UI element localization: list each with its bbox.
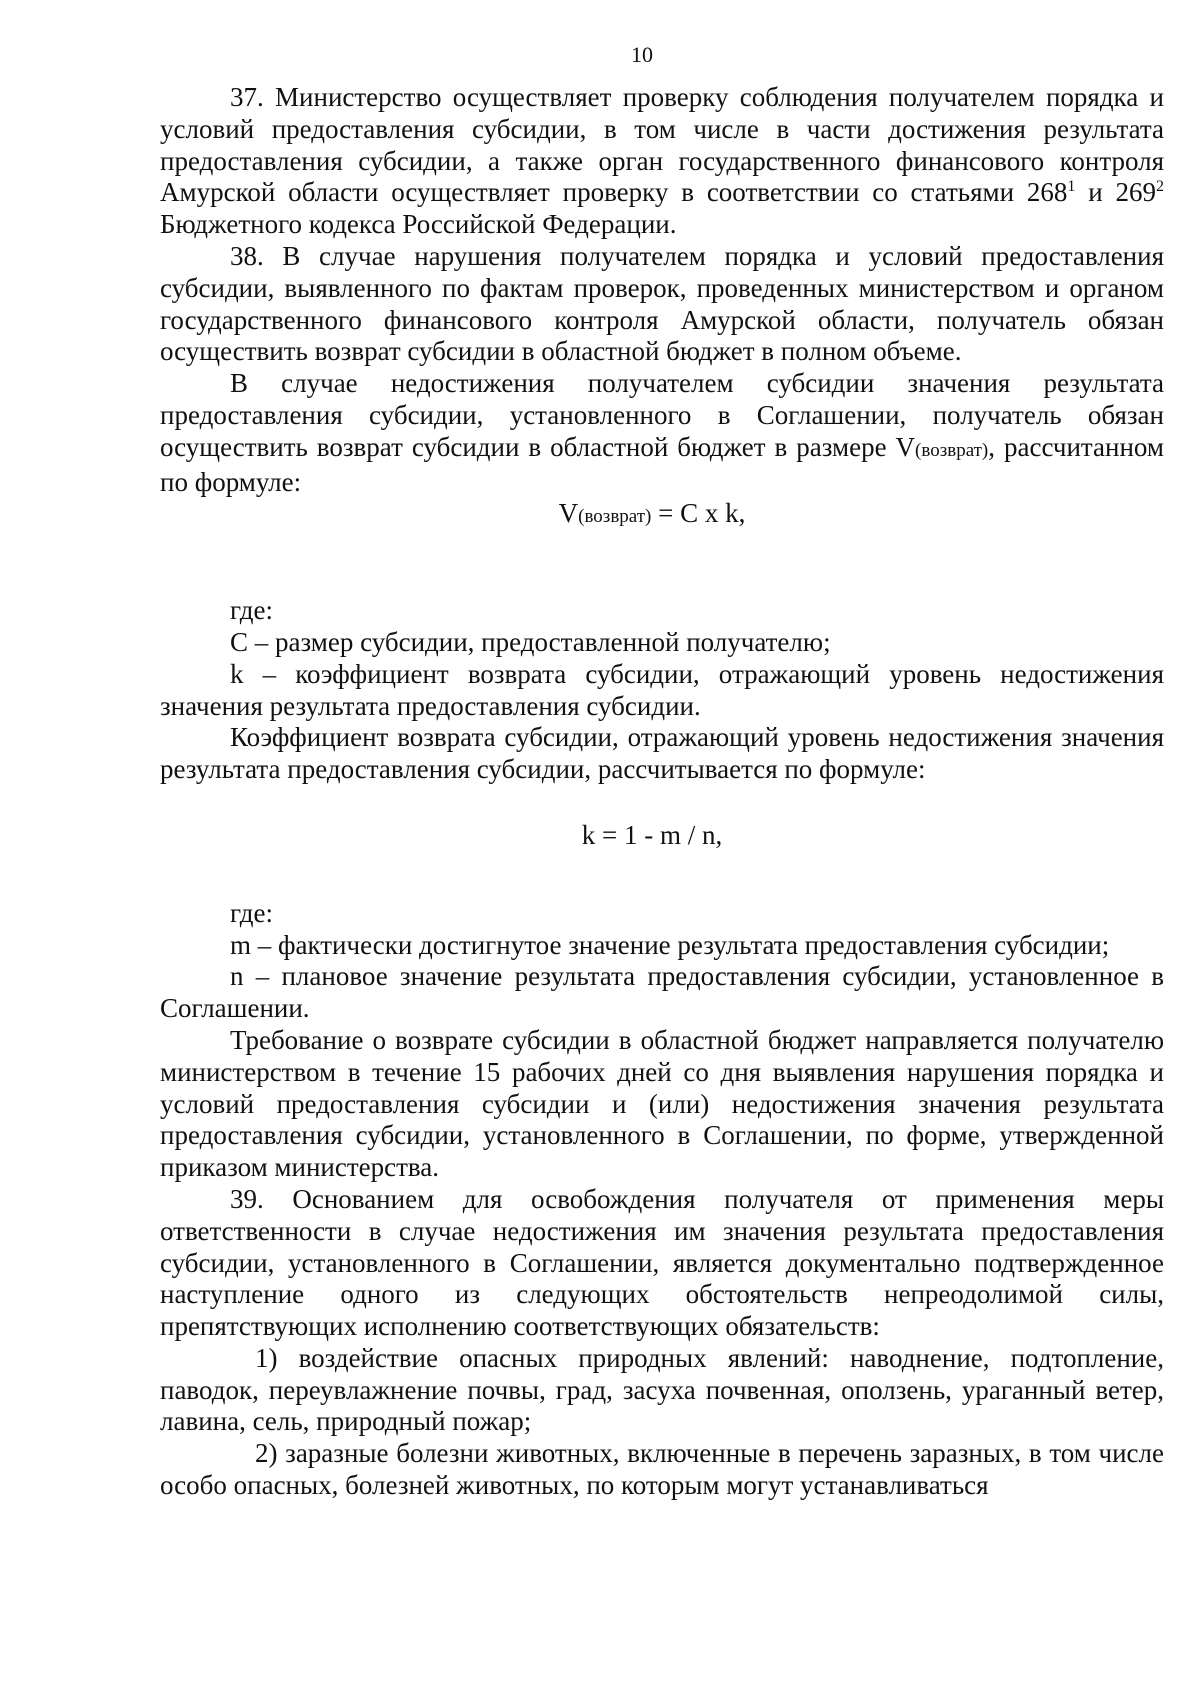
list-item-1: 1) воздействие опасных природных явлений: наводнение, подтопление, паводок, переувлажнение почвы, град, засуха почвенная, оползень, ураганный ветер, лавина, сель, природный пожар; <box>160 1342 1164 1437</box>
paragraph-38-return: В случае недостижения получателем субсидии значения результата предоставления субсидии, установленного в Соглашении, получатель обязан осуществить возврат субсидии в областной бюджет в размере V(возврат), рассчитанном по формуле: <box>160 368 1164 497</box>
page-number: 10 <box>631 42 653 67</box>
formula-return-amount: V(возврат) = C x k, <box>558 498 746 529</box>
where-label-1: где: <box>230 595 273 626</box>
paragraph-37: 37. Министерство осуществляет проверку соблюдения получателем порядка и условий предоставления субсидии, в том числе в части достижения результата предоставления субсидии, а также орган государственного финансового контроля Амурской области осуществляет проверку в соответствии со статьями $268^1$ и $269^2$ Бюджетного кодекса Российской Федерации. <box>160 82 1164 240</box>
return-requirement: Требование о возврате субсидии в областной бюджет направляется получателю министерством в течение 15 рабочих дней со дня выявления нарушения порядка и условий предоставления субсидии и (или) недостижения значения результата предоставления субсидии, установленного в Соглашении, по форме, утвержденной приказом министерства. <box>160 1024 1164 1183</box>
paragraph-39: 39. Основанием для освобождения получателя от применения меры ответственности в случае недостижения им значения результата предоставления субсидии, установленного в Соглашении, является документально подтвержденное наступление одного из следующих обстоятельств непреодолимой силы, препятствующих исполнению соответствующих обязательств: <box>160 1183 1164 1342</box>
formula-coefficient: k = 1 - m / n, <box>581 819 723 850</box>
definition-k: k – коэффициент возврата субсидии, отражающий уровень недостижения значения результата предоставления субсидии. <box>160 658 1164 721</box>
paragraph-38: 38. В случае нарушения получателем порядка и условий предоставления субсидии, выявленного по фактам проверок, проведенных министерством и органом государственного финансового контроля Амурской области, получатель обязан осуществить возврат субсидии в областной бюджет в полном объеме. <box>160 240 1164 367</box>
where-label-2: где: <box>230 897 273 928</box>
definition-n: n – плановое значение результата предоставления субсидии, установленное в Соглашении. <box>160 961 1164 1024</box>
coefficient-intro: Коэффициент возврата субсидии, отражающий уровень недостижения значения результата предоставления субсидии, рассчитывается по формуле: <box>160 722 1164 785</box>
definition-c: С – размер субсидии, предоставленной получателю; <box>230 626 831 657</box>
definition-m: m – фактически достигнутое значение результата предоставления субсидии; <box>230 929 1110 960</box>
list-item-2: 2) заразные болезни животных, включенные в перечень заразных, в том числе особо опасных, болезней животных, по которым могут устанавливаться <box>160 1438 1164 1501</box>
document-page <box>160 40 1164 1502</box>
